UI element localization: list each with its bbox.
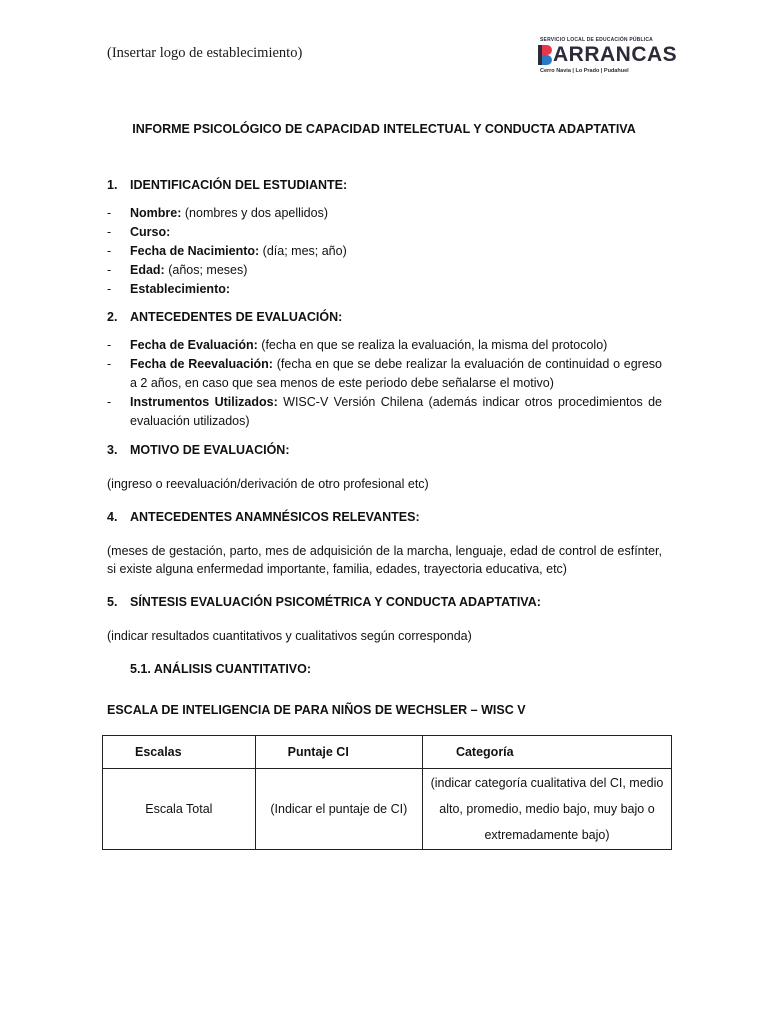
section-3-text: (ingreso o reevaluación/derivación de otro profesional etc) [107, 477, 429, 491]
brand-b-letter-icon [538, 45, 552, 65]
section-title: IDENTIFICACIÓN DEL ESTUDIANTE: [130, 178, 348, 192]
list-item: - Edad: (años; meses) [107, 263, 248, 277]
section-title: ANTECEDENTES ANAMNÉSICOS RELEVANTES: [130, 510, 420, 524]
logo-placeholder-text: (Insertar logo de establecimiento) [107, 45, 303, 61]
brand-name-rest: ARRANCAS [553, 43, 678, 66]
section-title: MOTIVO DE EVALUACIÓN: [130, 443, 290, 457]
list-item: - Fecha de Evaluación: (fecha en que se realiza la evaluación, la misma del protocolo) [107, 338, 608, 352]
table-cell: Escala Total [103, 769, 256, 850]
table-header-cell: Categoría [422, 736, 671, 769]
list-item: - Curso: [107, 225, 171, 239]
table-header-row [103, 736, 672, 769]
list-item: - Instrumentos Utilizados: WISC-V Versión Chilena (además indicar otros procedimientos de evaluación utilizados) [107, 395, 662, 428]
document-title: INFORME PSICOLÓGICO DE CAPACIDAD INTELECTUAL Y CONDUCTA ADAPTATIVA [132, 122, 636, 136]
section-title: ANTECEDENTES DE EVALUACIÓN: [130, 310, 343, 324]
list-item: - Nombre: (nombres y dos apellidos) [107, 206, 329, 220]
table-row [103, 769, 672, 850]
evaluation-info-list [107, 336, 662, 431]
section-1-heading [107, 178, 347, 192]
subsection-heading: 5.1. ANÁLISIS CUANTITATIVO: [130, 662, 312, 676]
section-number: 1. [107, 178, 118, 192]
section-title: SÍNTESIS EVALUACIÓN PSICOMÉTRICA Y CONDUCTA ADAPTATIVA: [130, 595, 541, 609]
table-cell: (indicar categoría cualitativa del CI, medio alto, promedio, medio bajo, muy bajo o extremadamente bajo) [422, 769, 671, 850]
section-5-heading [107, 595, 541, 609]
table-header-cell: Escalas [103, 736, 256, 769]
section-number: 3. [107, 443, 118, 457]
table-header-cell: Puntaje CI [255, 736, 422, 769]
section-3-heading [107, 443, 290, 457]
section-number: 4. [107, 510, 118, 524]
section-4-text: (meses de gestación, parto, mes de adquisición de la marcha, lenguaje, edad de control de esfínter, si existe alguna enfermedad importante, familia, edades, trayectoria educativa, etc) [107, 544, 662, 576]
student-info-list [107, 204, 662, 299]
barrancas-logo [538, 37, 698, 77]
brand-service-line: SERVICIO LOCAL DE EDUCACIÓN PÚBLICA [540, 37, 653, 43]
wisc-results-table [102, 735, 672, 850]
section-4-heading [107, 510, 420, 524]
section-number: 5. [107, 595, 118, 609]
section-5-text: (indicar resultados cuantitativos y cualitativos según corresponda) [107, 629, 472, 643]
brand-communes: Cerro Navia | Lo Prado | Pudahuel [540, 68, 629, 74]
list-item: - Fecha de Nacimiento: (día; mes; año) [107, 244, 347, 258]
table-title: ESCALA DE INTELIGENCIA DE PARA NIÑOS DE WECHSLER – WISC V [107, 703, 526, 717]
table-cell: (Indicar el puntaje de CI) [255, 769, 422, 850]
brand-wordmark [538, 43, 677, 65]
section-2-heading [107, 310, 342, 324]
list-item: - Fecha de Reevaluación: (fecha en que se debe realizar la evaluación de continuidad o egreso a 2 años, en caso que sea menos de este periodo debe señalarse el motivo) [107, 357, 663, 390]
section-number: 2. [107, 310, 118, 324]
list-item: - Establecimiento: [107, 282, 231, 296]
